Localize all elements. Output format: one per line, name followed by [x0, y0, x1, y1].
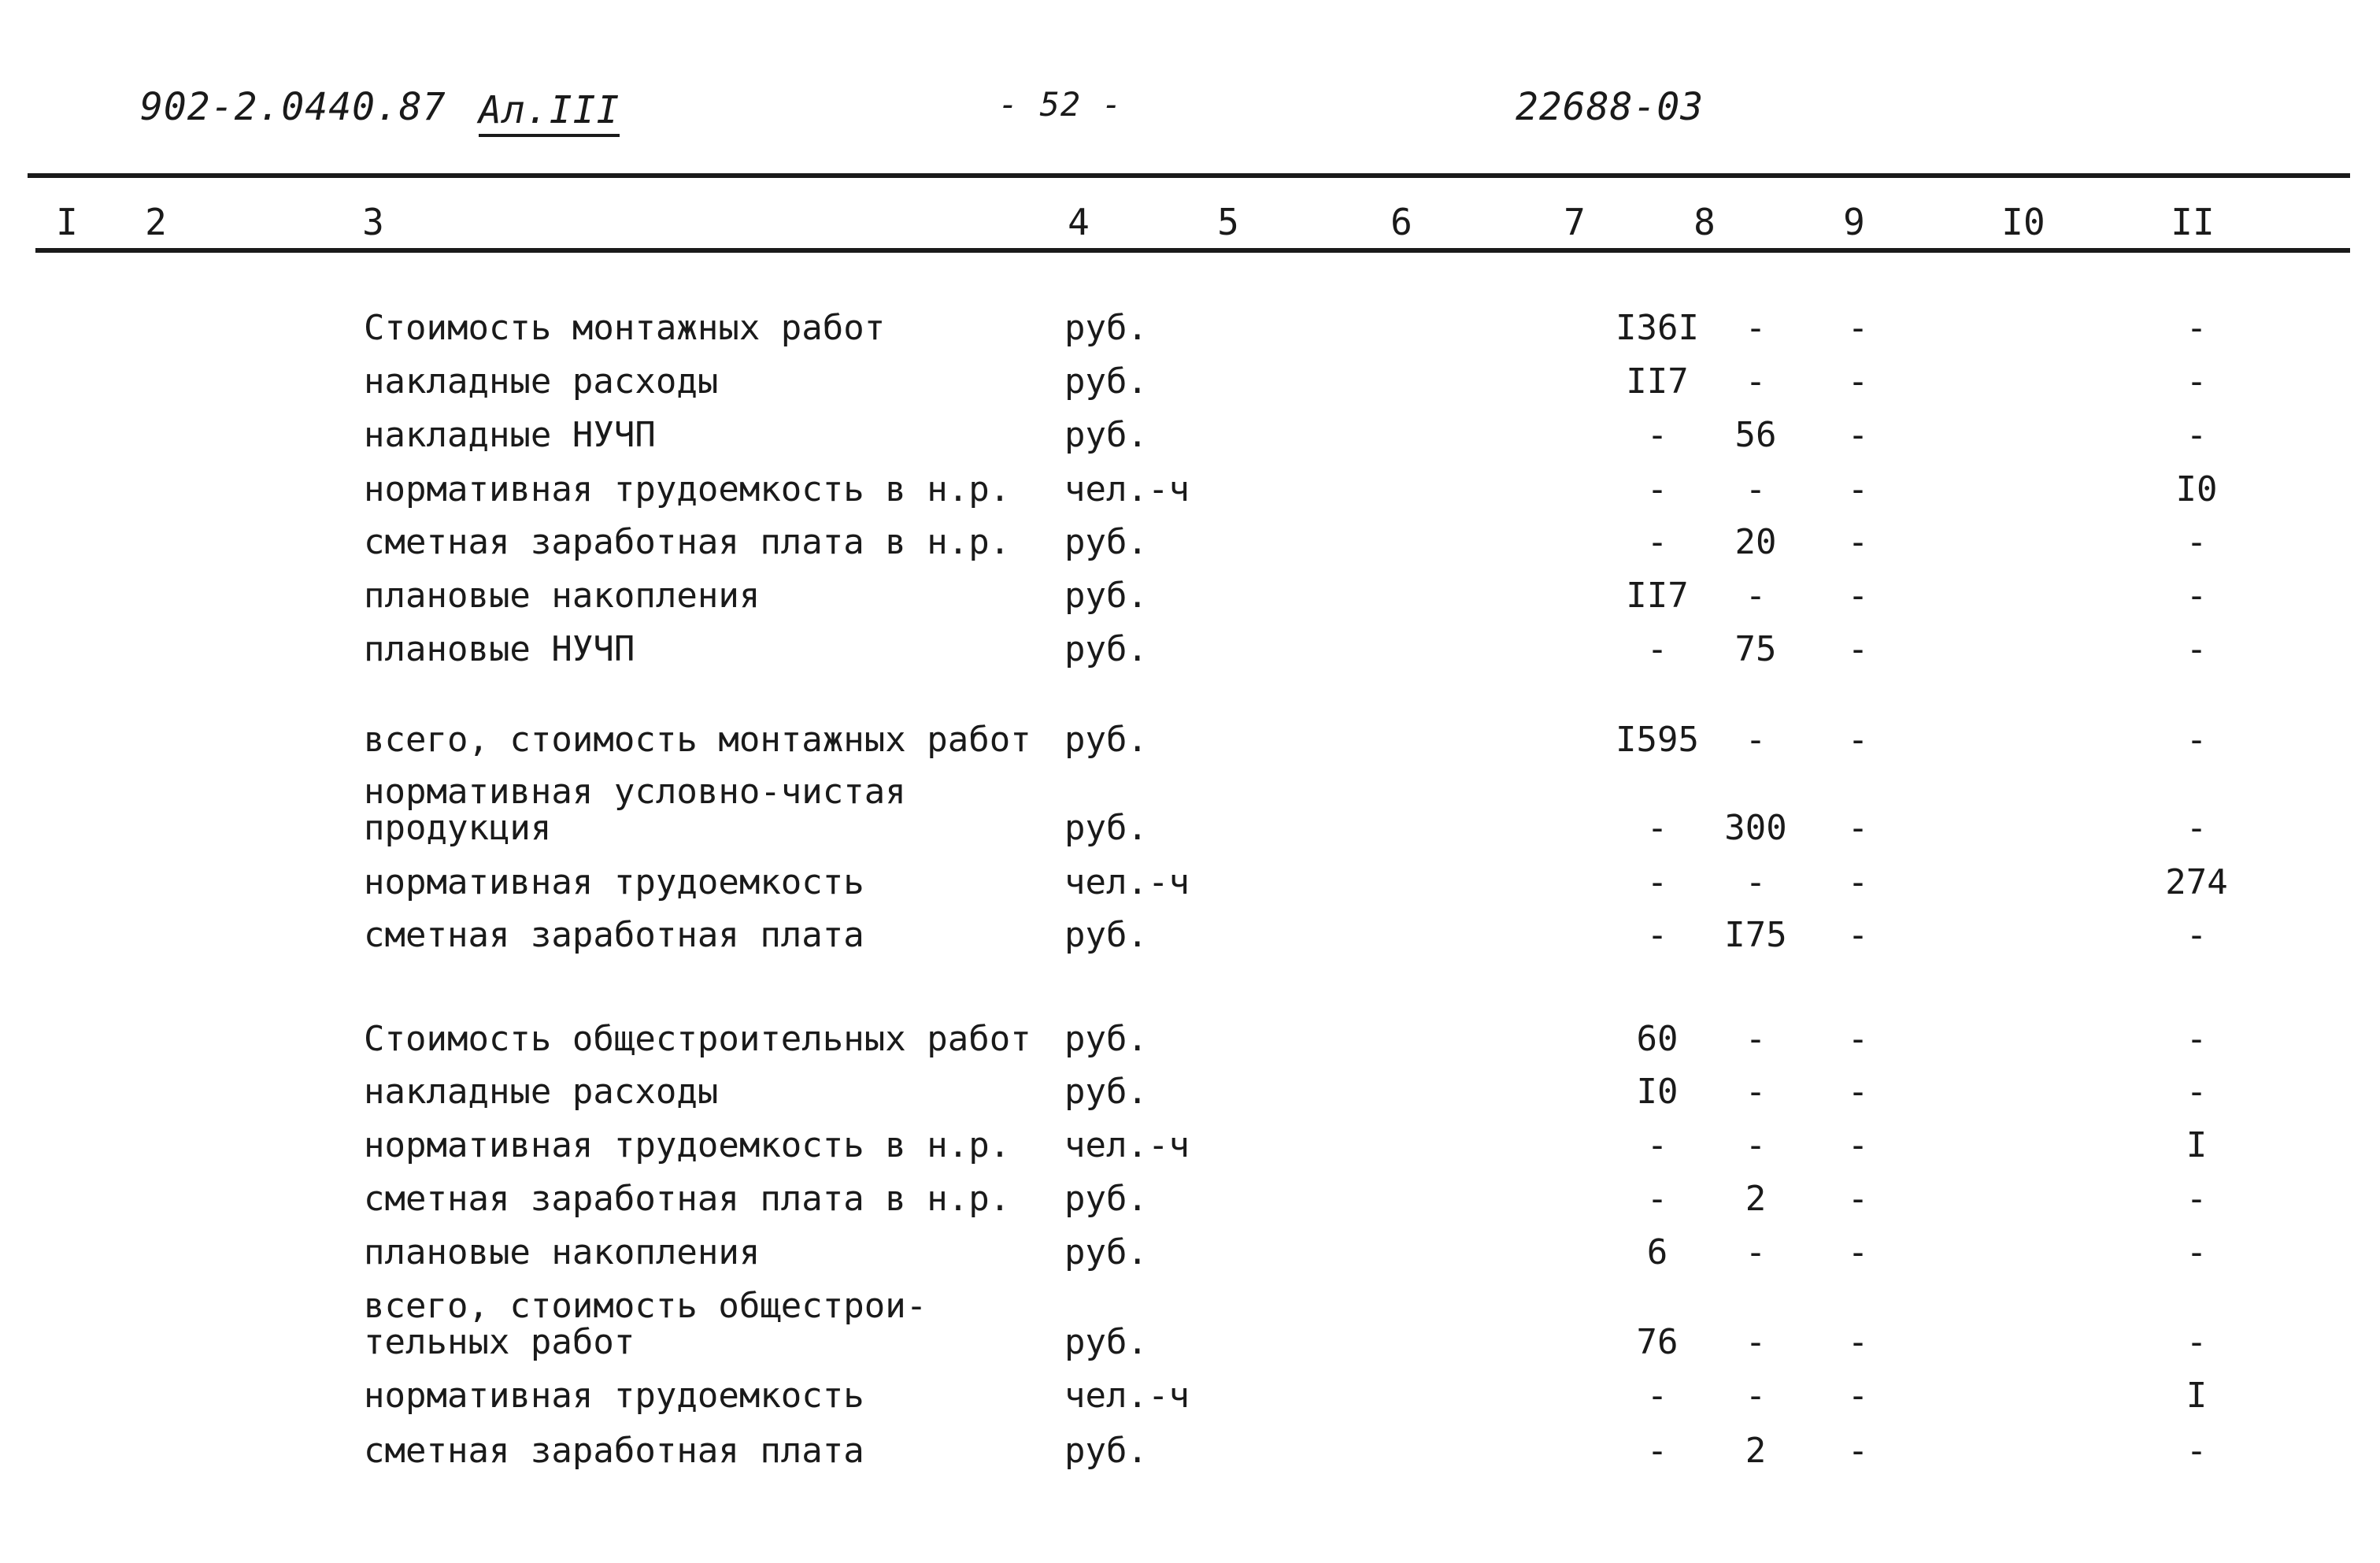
- row-label: накладные расходы: [364, 361, 719, 402]
- page-number: - 52 -: [998, 85, 1123, 124]
- unit-cell: руб.: [1064, 1232, 1148, 1272]
- column-11-value: -: [2186, 361, 2208, 402]
- column-8-value: -: [1745, 720, 1767, 760]
- unit-cell: руб.: [1064, 361, 1148, 402]
- column-11-value: 274: [2165, 862, 2228, 902]
- column-8-value: -: [1745, 1322, 1767, 1362]
- unit-cell: руб.: [1064, 1431, 1148, 1471]
- unit-cell: чел.-ч: [1064, 1125, 1190, 1165]
- column-8-value: -: [1745, 1125, 1767, 1165]
- row-label: накладные расходы: [364, 1072, 719, 1112]
- row-label: нормативная трудоемкость: [364, 1376, 864, 1416]
- column-number: 3: [362, 201, 384, 243]
- unit-cell: руб.: [1064, 808, 1148, 848]
- row-label: плановые накопления: [364, 1232, 761, 1272]
- column-9-value: -: [1847, 1376, 1869, 1416]
- column-9-value: -: [1847, 1431, 1869, 1471]
- row-label: всего, стоимость монтажных работ: [364, 720, 1031, 760]
- column-9-value: -: [1847, 808, 1869, 848]
- row-label: нормативная условно-чистая продукция: [364, 772, 906, 848]
- column-number: 2: [145, 201, 167, 243]
- row-label: нормативная трудоемкость в н.р.: [364, 469, 1011, 509]
- table-row: [0, 1391, 2380, 1469]
- column-11-value: -: [2186, 1322, 2208, 1362]
- row-label: накладные НУЧП: [364, 415, 656, 455]
- column-7-value: -: [1646, 469, 1668, 509]
- drawing-number: 22688-03: [1516, 85, 1704, 129]
- row-label: нормативная трудоемкость в н.р.: [364, 1125, 1011, 1165]
- column-8-value: 75: [1734, 629, 1777, 669]
- column-11-value: I: [2186, 1376, 2208, 1416]
- column-11-value: I0: [2175, 469, 2218, 509]
- row-label: нормативная трудоемкость: [364, 862, 864, 902]
- column-8-value: 2: [1745, 1431, 1767, 1471]
- column-11-value: -: [2186, 522, 2208, 562]
- column-8-value: -: [1745, 469, 1767, 509]
- column-number: I0: [2001, 201, 2045, 243]
- unit-cell: руб.: [1064, 522, 1148, 562]
- column-9-value: -: [1847, 576, 1869, 616]
- column-8-value: 56: [1734, 415, 1777, 455]
- column-number: II: [2171, 201, 2215, 243]
- column-11-value: -: [2186, 720, 2208, 760]
- unit-cell: руб.: [1064, 308, 1148, 348]
- unit-cell: руб.: [1064, 629, 1148, 669]
- row-label: Стоимость монтажных работ: [364, 308, 886, 348]
- column-7-value: -: [1646, 1431, 1668, 1471]
- column-7-value: II7: [1626, 576, 1689, 616]
- column-11-value: -: [2186, 1019, 2208, 1059]
- table-row: [0, 1192, 2380, 1271]
- column-9-value: -: [1847, 1179, 1869, 1219]
- row-label: плановые накопления: [364, 576, 761, 616]
- row-label: сметная заработная плата: [364, 915, 864, 955]
- column-8-value: -: [1745, 576, 1767, 616]
- column-7-value: I0: [1636, 1072, 1679, 1112]
- row-label: Стоимость общестроительных работ: [364, 1019, 1031, 1059]
- column-8-value: -: [1745, 1232, 1767, 1272]
- column-11-value: -: [2186, 629, 2208, 669]
- column-8-value: 300: [1724, 808, 1787, 848]
- column-11-value: -: [2186, 808, 2208, 848]
- column-9-value: -: [1847, 1072, 1869, 1112]
- column-7-value: -: [1646, 1179, 1668, 1219]
- unit-cell: чел.-ч: [1064, 1376, 1190, 1416]
- column-8-value: -: [1745, 1072, 1767, 1112]
- column-number: 4: [1068, 201, 1090, 243]
- column-number: I: [56, 201, 78, 243]
- column-7-value: -: [1646, 915, 1668, 955]
- column-7-value: -: [1646, 629, 1668, 669]
- unit-cell: руб.: [1064, 1019, 1148, 1059]
- column-7-value: -: [1646, 415, 1668, 455]
- column-7-value: 60: [1636, 1019, 1679, 1059]
- column-7-value: 6: [1646, 1232, 1668, 1272]
- column-7-value: -: [1646, 1125, 1668, 1165]
- unit-cell: руб.: [1064, 915, 1148, 955]
- column-11-value: -: [2186, 1431, 2208, 1471]
- column-9-value: -: [1847, 1322, 1869, 1362]
- column-number: 5: [1217, 201, 1239, 243]
- document-code: 902-2.0440.87: [140, 85, 446, 129]
- column-7-value: II7: [1626, 361, 1689, 402]
- unit-cell: руб.: [1064, 1072, 1148, 1112]
- column-number: 9: [1843, 201, 1865, 243]
- column-9-value: -: [1847, 1019, 1869, 1059]
- row-label: плановые НУЧП: [364, 629, 635, 669]
- column-8-value: -: [1745, 361, 1767, 402]
- column-9-value: -: [1847, 720, 1869, 760]
- column-9-value: -: [1847, 1125, 1869, 1165]
- table-row: [0, 589, 2380, 668]
- column-9-value: -: [1847, 361, 1869, 402]
- unit-cell: руб.: [1064, 1179, 1148, 1219]
- header-rule: [28, 173, 2350, 178]
- unit-cell: руб.: [1064, 1322, 1148, 1362]
- column-7-value: I36I: [1616, 308, 1699, 348]
- column-8-value: 2: [1745, 1179, 1767, 1219]
- column-number: 6: [1390, 201, 1412, 243]
- column-9-value: -: [1847, 629, 1869, 669]
- column-11-value: I: [2186, 1125, 2208, 1165]
- unit-cell: руб.: [1064, 576, 1148, 616]
- column-header-rule: [35, 248, 2350, 253]
- column-9-value: -: [1847, 1232, 1869, 1272]
- column-9-value: -: [1847, 308, 1869, 348]
- column-9-value: -: [1847, 469, 1869, 509]
- column-9-value: -: [1847, 862, 1869, 902]
- unit-cell: руб.: [1064, 720, 1148, 760]
- column-11-value: -: [2186, 915, 2208, 955]
- column-9-value: -: [1847, 915, 1869, 955]
- column-7-value: -: [1646, 1376, 1668, 1416]
- column-number: 7: [1564, 201, 1586, 243]
- column-11-value: -: [2186, 415, 2208, 455]
- unit-cell: чел.-ч: [1064, 862, 1190, 902]
- row-label: сметная заработная плата: [364, 1431, 864, 1471]
- column-8-value: I75: [1724, 915, 1787, 955]
- column-8-value: 20: [1734, 522, 1777, 562]
- sheet-label: Ал.III: [479, 88, 620, 137]
- column-8-value: -: [1745, 308, 1767, 348]
- column-7-value: 76: [1636, 1322, 1679, 1362]
- table-row: [0, 875, 2380, 954]
- column-11-value: -: [2186, 1232, 2208, 1272]
- row-label: сметная заработная плата в н.р.: [364, 1179, 1011, 1219]
- row-label: сметная заработная плата в н.р.: [364, 522, 1011, 562]
- column-8-value: -: [1745, 1376, 1767, 1416]
- column-9-value: -: [1847, 522, 1869, 562]
- column-8-value: -: [1745, 1019, 1767, 1059]
- column-7-value: -: [1646, 862, 1668, 902]
- column-11-value: -: [2186, 308, 2208, 348]
- unit-cell: руб.: [1064, 415, 1148, 455]
- column-11-value: -: [2186, 576, 2208, 616]
- table-row: [0, 680, 2380, 758]
- column-number: 8: [1693, 201, 1716, 243]
- row-label: всего, стоимость общестрои- тельных работ: [364, 1286, 927, 1362]
- column-7-value: -: [1646, 808, 1668, 848]
- column-9-value: -: [1847, 415, 1869, 455]
- column-8-value: -: [1745, 862, 1767, 902]
- column-11-value: -: [2186, 1072, 2208, 1112]
- column-11-value: -: [2186, 1179, 2208, 1219]
- unit-cell: чел.-ч: [1064, 469, 1190, 509]
- column-7-value: -: [1646, 522, 1668, 562]
- column-7-value: I595: [1616, 720, 1699, 760]
